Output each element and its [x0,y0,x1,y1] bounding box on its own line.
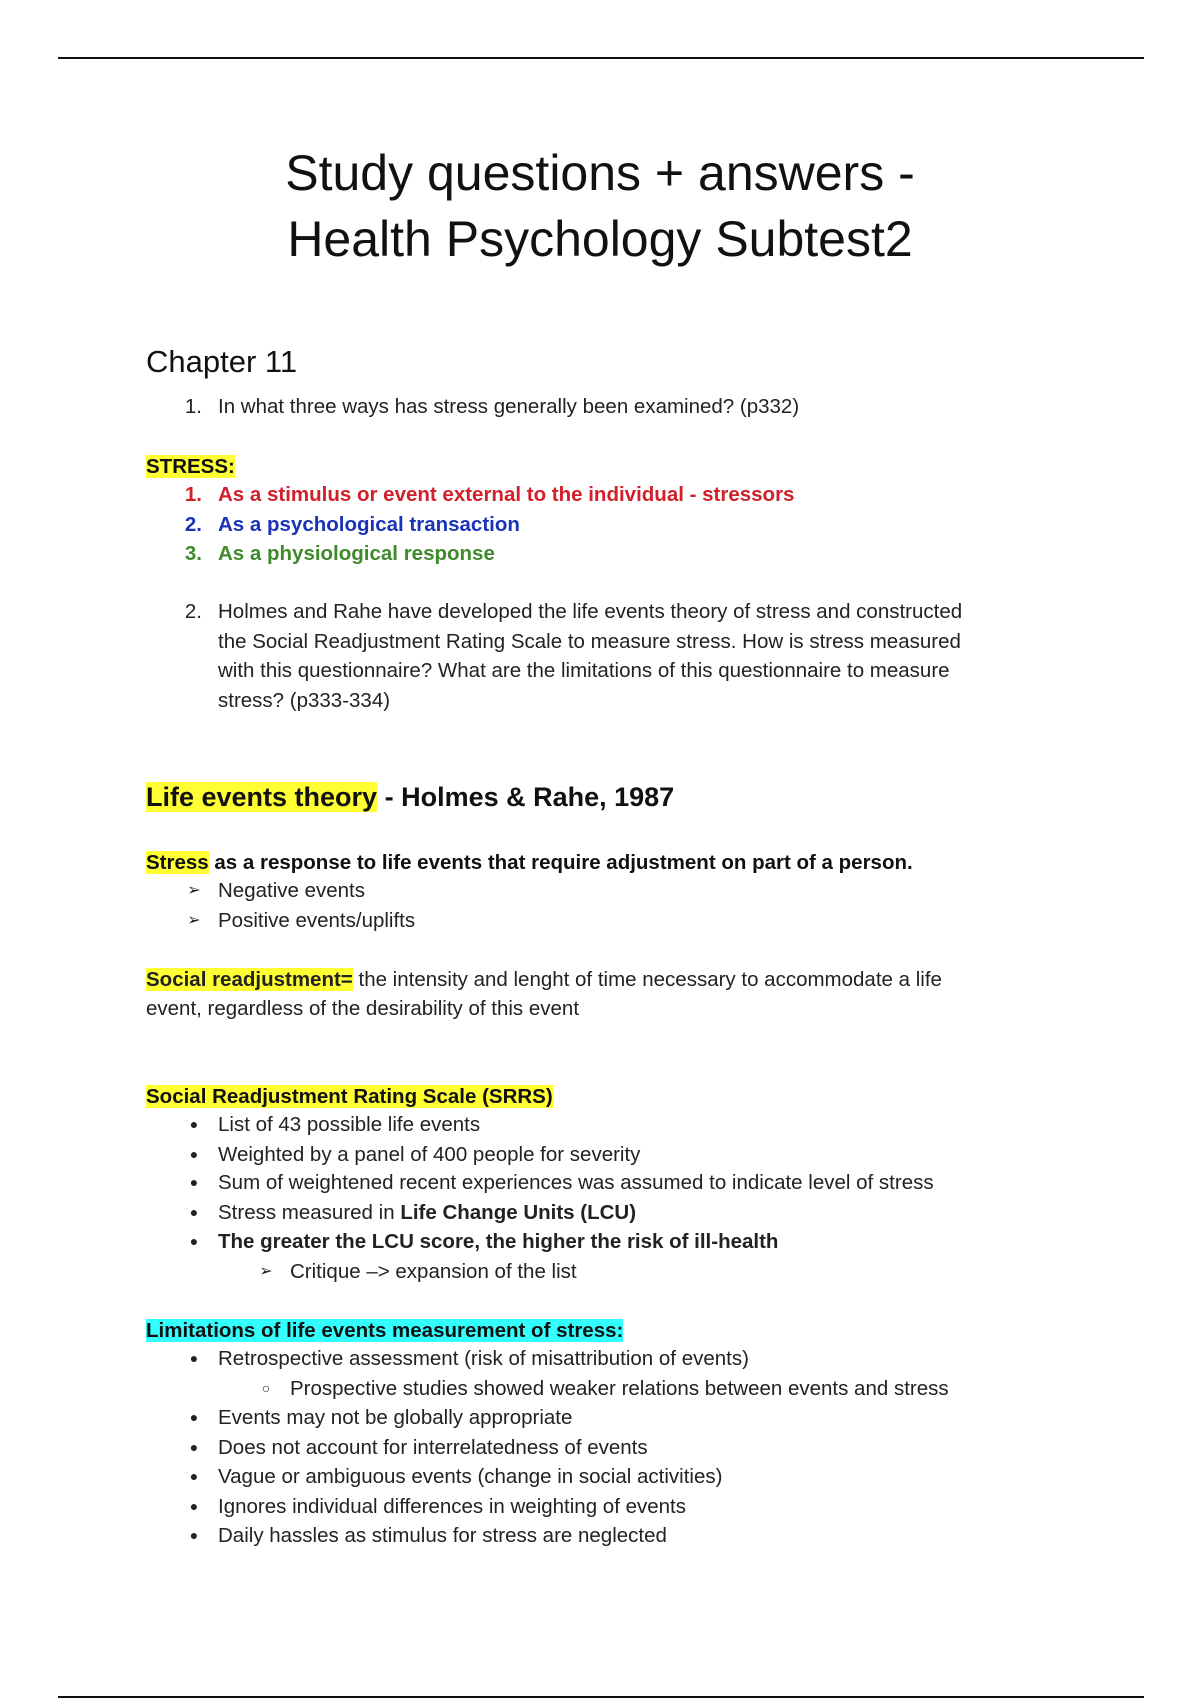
dot-bullet-icon: ● [189,1439,199,1455]
title-line-1: Study questions + answers - [285,145,915,201]
dot-bullet-icon: ● [189,1146,199,1162]
question-2-number: 2. [184,600,202,623]
top-rule [58,57,1144,59]
dot-bullet-icon: ● [189,1527,199,1543]
question-1-number: 1. [184,395,202,418]
stress-definition: Stress as a response to life events that require adjustment on part of a person. [146,851,913,874]
dot-bullet-icon: ● [189,1498,199,1514]
social-readjustment-term: Social readjustment= [146,968,353,991]
stress-label: STRESS: [146,455,235,478]
document-title [0,140,1200,272]
social-readjustment-definition: Social readjustment= the intensity and lenght of time necessary to accommodate a life event, regardless of the desirability of this event [146,968,942,1020]
dot-bullet-icon: ● [189,1204,199,1220]
dot-bullet-icon: ● [189,1116,199,1132]
arrow-bullet-icon: ➢ [187,882,201,899]
limitations-heading: Limitations of life events measurement of stress: [146,1319,624,1342]
theory-heading: Life events theory - Holmes & Rahe, 1987 [146,782,675,812]
chapter-heading: Chapter 11 [146,344,298,379]
question-1-text: In what three ways has stress generally been examined? (p332) [218,395,800,418]
dot-bullet-icon: ● [189,1350,199,1366]
arrow-bullet-icon: ➢ [259,1263,273,1280]
arrow-bullet-icon: ➢ [187,912,201,929]
srrs-heading: Social Readjustment Rating Scale (SRRS) [146,1085,553,1108]
dot-bullet-icon: ● [189,1233,199,1249]
dot-bullet-icon: ● [189,1468,199,1484]
circle-bullet-icon: ○ [261,1380,271,1396]
dot-bullet-icon: ● [189,1174,199,1190]
dot-bullet-icon: ● [189,1409,199,1425]
bottom-rule [58,1696,1144,1698]
title-line-2: Health Psychology Subtest2 [287,211,913,267]
